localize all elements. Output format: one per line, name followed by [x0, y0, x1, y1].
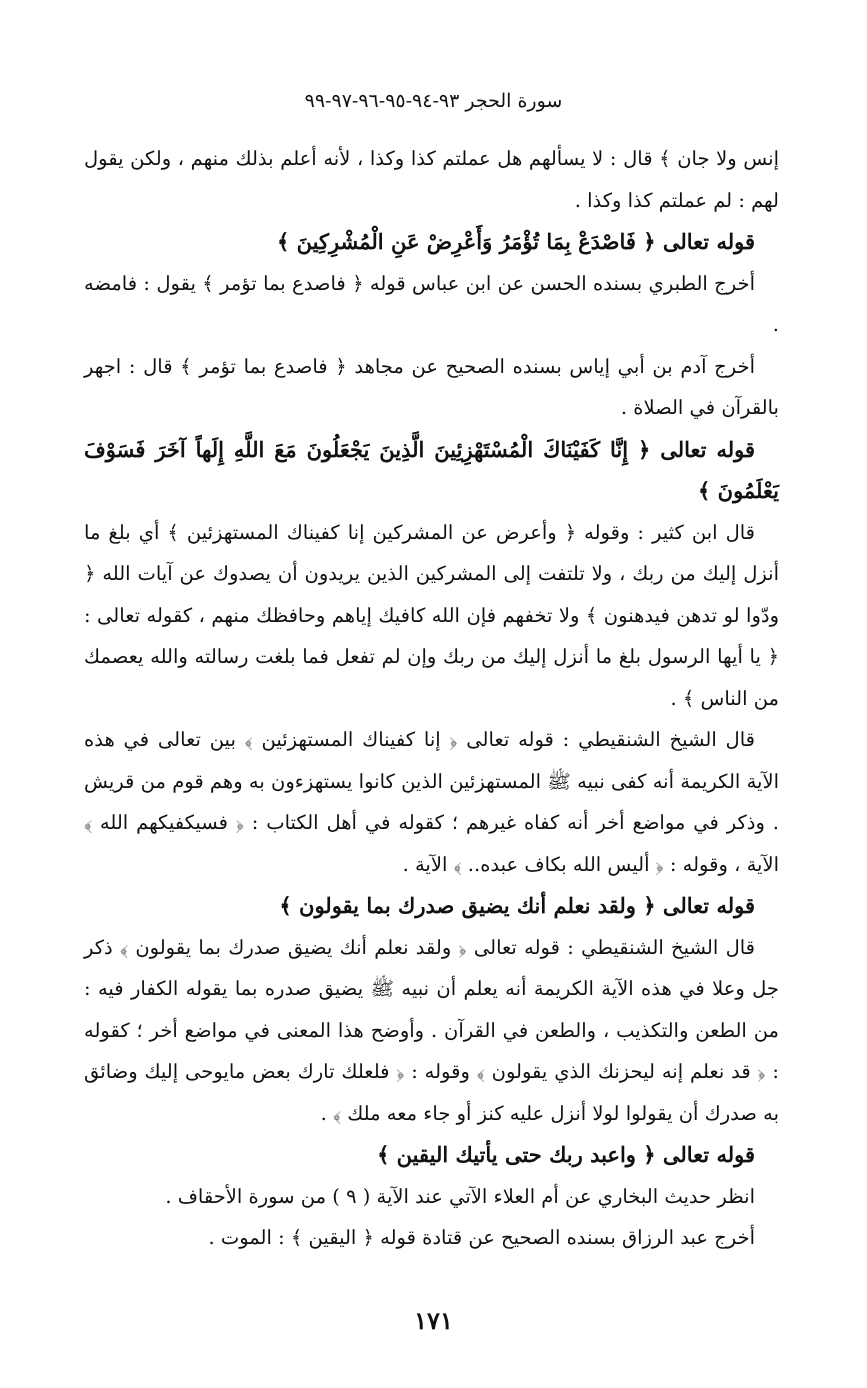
- page-content: [84, 138, 779, 1259]
- verse-heading: قوله تعالى ﴿ ولقد نعلم أنك يضيق صدرك بما يقولون ﴾: [279, 893, 755, 918]
- page-number: ١٧١: [414, 1306, 453, 1335]
- verse-heading: قوله تعالى ﴿ فَاصْدَعْ بِمَا تُؤْمَرُ وَأَعْرِضْ عَنِ الْمُشْرِكِينَ ﴾: [277, 229, 755, 254]
- paragraph: أخرج آدم بن أبي إياس بسنده الصحيح عن مجاهد ﴿ فاصدع بما تؤمر ﴾ قال : اجهر بالقرآن في الصلاة .: [84, 354, 779, 419]
- running-header: سورة الحجر ٩٣-٩٤-٩٥-٩٦-٩٧-٩٩: [304, 90, 563, 112]
- paragraph: قال الشيخ الشنقيطي : قوله تعالى ﴿ ولقد نعلم أنك يضيق صدرك بما يقولون ﴾ ذكر جل وعلا في هذه الآية الكريمة أنه يعلم أن نبيه ﷺ يضيق صدره بما يقوله الكفار فيه : من الطعن والتكذيب ، والطعن في القرآن . وأوضح هذا المعنى في مواضع أخر ؛ كقوله : ﴿ قد نعلم إنه ليحزنك الذي يقولون ﴾ وقوله : ﴿ فلعلك تارك بعض مايوحى إليك وضائق به صدرك أن يقولوا لولا أنزل عليه كنز أو جاء معه ملك ﴾ .: [84, 935, 779, 1125]
- paragraph-continuation: إنس ولا جان ﴾ قال : لا يسألهم هل عملتم كذا وكذا ، لأنه أعلم بذلك منهم ، ولكن يقول لهم : لم عملتم كذا وكذا .: [84, 147, 779, 212]
- paragraph: أخرج الطبري بسنده الحسن عن ابن عباس قوله ﴿ فاصدع بما تؤمر ﴾ يقول : فامضه .: [84, 271, 779, 336]
- paragraph: قال الشيخ الشنقيطي : قوله تعالى ﴿ إنا كفيناك المستهزئين ﴾ بين تعالى في هذه الآية الكريمة أنه كفى نبيه ﷺ المستهزئين الذين كانوا يستهزءون به وهم قوم من قريش . وذكر في مواضع أخر أنه كفاه غيرهم ؛ كقوله في أهل الكتاب : ﴿ فسيكفيكهم الله ﴾ الآية ، وقوله : ﴿ أليس الله بكاف عبده.. ﴾ الآية .: [84, 728, 779, 876]
- paragraph: أخرج عبد الرزاق بسنده الصحيح عن قتادة قوله ﴿ اليقين ﴾ : الموت .: [208, 1226, 755, 1249]
- paragraph: قال ابن كثير : وقوله ﴿ وأعرض عن المشركين إنا كفيناك المستهزئين ﴾ أي بلغ ما أنزل إليك من ربك ، ولا تلتفت إلى المشركين الذين يريدون أن يصدوك عن آيات الله ﴿ ودّوا لو تدهن فيدهنون ﴾ ولا تخفهم فإن الله كافيك إياهم وحافظك منهم ، كقوله تعالى : ﴿ يا أيها الرسول بلغ ما أنزل إليك من ربك وإن لم تفعل فما بلغت رسالته والله يعصمك من الناس ﴾ .: [84, 520, 779, 710]
- verse-heading: قوله تعالى ﴿ واعبد ربك حتى يأتيك اليقين ﴾: [377, 1142, 755, 1167]
- verse-heading: قوله تعالى ﴿ إِنَّا كَفَيْنَاكَ الْمُسْتَهْزِئِينَ الَّذِينَ يَجْعَلُونَ مَعَ اللَّهِ إِلَهاً آخَرَ فَسَوْفَ يَعْلَمُونَ ﴾: [84, 436, 779, 503]
- paragraph: انظر حديث البخاري عن أم العلاء الآتي عند الآية ( ٩ ) من سورة الأحقاف .: [165, 1184, 755, 1208]
